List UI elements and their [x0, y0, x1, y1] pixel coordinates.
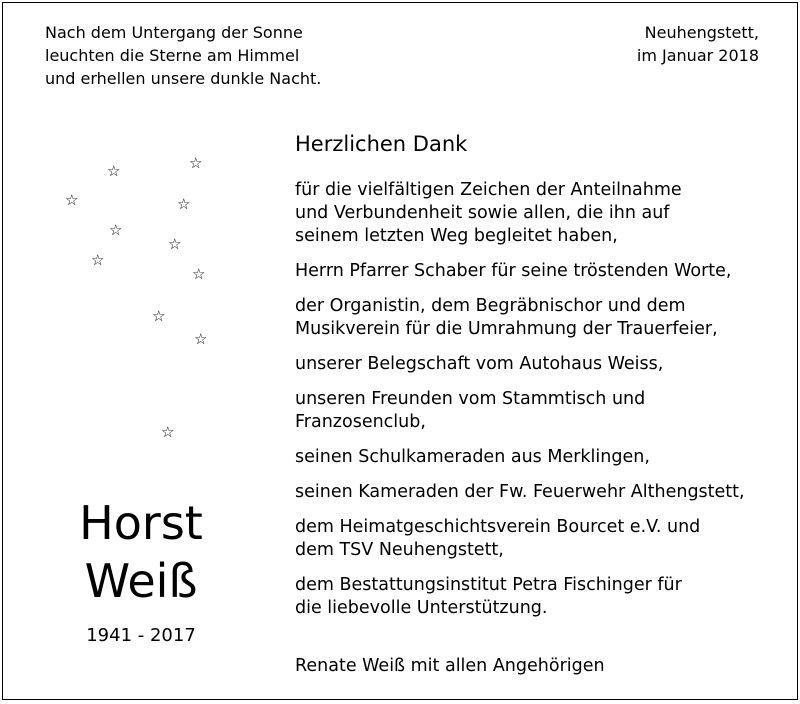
- place-date: [637, 21, 759, 67]
- deceased-last-name: Weiß: [84, 554, 198, 608]
- star-icon: ☆: [107, 162, 121, 180]
- poem-line: leuchten die Sterne am Himmel: [45, 46, 300, 65]
- poem-line: Nach dem Untergang der Sonne: [45, 23, 303, 42]
- thanks-list: [295, 179, 745, 632]
- thanks-line: seinen Schulkameraden aus Merklingen,: [295, 447, 650, 467]
- star-icon: ☆: [161, 423, 175, 441]
- star-icon: ☆: [192, 265, 206, 283]
- thanks-item: [295, 353, 745, 376]
- star-icon: ☆: [189, 154, 203, 172]
- star-icon: ☆: [168, 235, 182, 253]
- thanks-line: für die vielfältigen Zeichen der Anteilnahme: [295, 180, 682, 200]
- star-icon: ☆: [91, 251, 105, 269]
- thanks-item: [295, 481, 745, 504]
- thanks-item: [295, 574, 745, 620]
- thanks-line: dem TSV Neuhengstett,: [295, 540, 504, 560]
- thanks-heading: Herzlichen Dank: [295, 132, 468, 156]
- thanks-item: [295, 295, 745, 341]
- signature: Renate Weiß mit allen Angehörigen: [295, 656, 605, 676]
- poem-line: und erhellen unsere dunkle Nacht.: [45, 69, 322, 88]
- star-icon: ☆: [65, 191, 79, 209]
- thanks-line: unserer Belegschaft vom Autohaus Weiss,: [295, 354, 664, 374]
- star-icon: ☆: [109, 221, 123, 239]
- thanks-item: [295, 516, 745, 562]
- life-years: 1941 - 2017: [86, 625, 196, 646]
- thanks-line: der Organistin, dem Begräbnischor und dem: [295, 296, 686, 316]
- crescent-moon-icon: [124, 188, 154, 224]
- star-icon: ☆: [177, 195, 191, 213]
- thanks-item: [295, 388, 745, 434]
- star-icon: ☆: [194, 330, 208, 348]
- star-icon: ☆: [152, 307, 166, 325]
- thanks-line: dem Heimatgeschichtsverein Bourcet e.V. und: [295, 517, 701, 537]
- thanks-item: [295, 179, 745, 248]
- thanks-line: die liebevolle Unterstützung.: [295, 598, 548, 618]
- thanks-line: seinen Kameraden der Fw. Feuerwehr Althengstett,: [295, 482, 745, 502]
- thanks-line: dem Bestattungsinstitut Petra Fischinger für: [295, 575, 682, 595]
- thanks-line: und Verbundenheit sowie allen, die ihn auf: [295, 203, 670, 223]
- obituary-notice: [2, 2, 798, 700]
- deceased-first-name: Horst: [79, 496, 203, 550]
- thanks-item: [295, 446, 745, 469]
- thanks-item: [295, 260, 745, 283]
- place-line: Neuhengstett,: [644, 23, 759, 42]
- date-line: im Januar 2018: [636, 46, 759, 65]
- thanks-line: seinem letzten Weg begleitet haben,: [295, 226, 618, 246]
- thanks-line: Musikverein für die Umrahmung der Trauerfeier,: [295, 319, 718, 339]
- night-sky-decoration: [3, 3, 263, 483]
- thanks-line: Herrn Pfarrer Schaber für seine tröstenden Worte,: [295, 261, 732, 281]
- thanks-line: unseren Freunden vom Stammtisch und: [295, 389, 646, 409]
- thanks-line: Franzosenclub,: [295, 412, 426, 432]
